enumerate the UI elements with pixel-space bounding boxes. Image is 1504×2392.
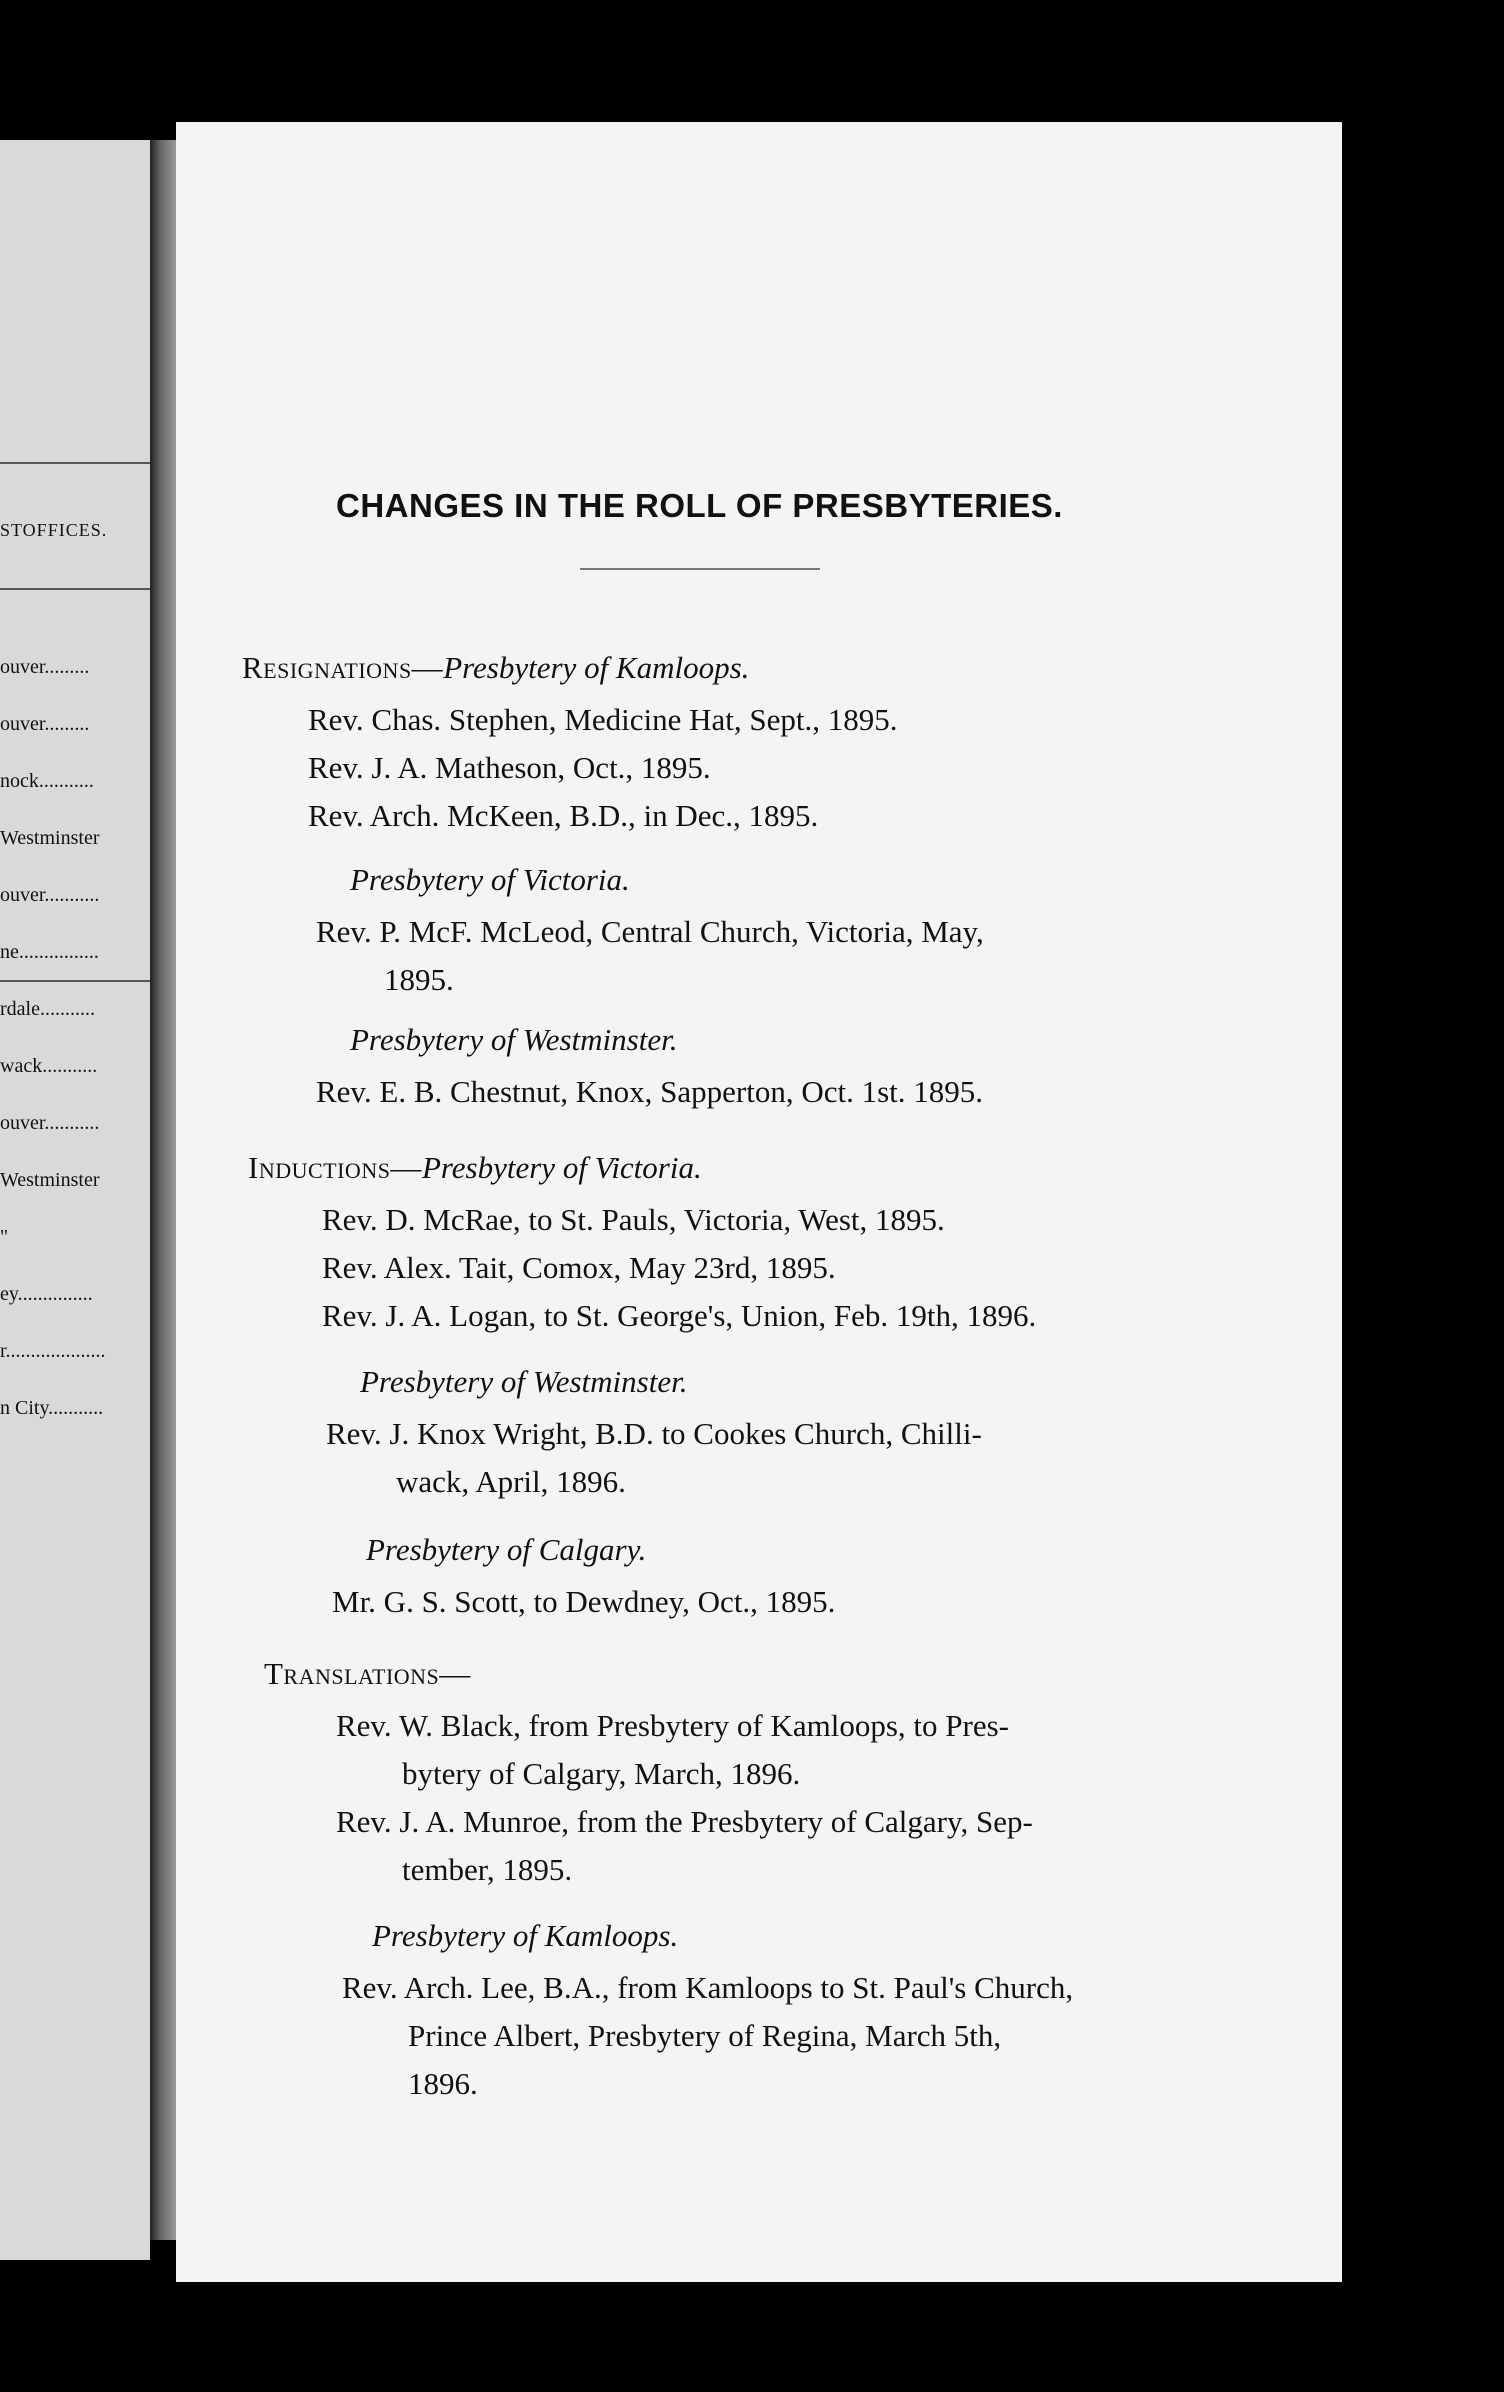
entry-continuation: bytery of Calgary, March, 1896.	[402, 1756, 801, 1791]
list-item: n City...........	[0, 1397, 104, 1419]
section-label: Inductions—	[248, 1150, 422, 1185]
presbytery-name: Presbytery of Victoria.	[421, 1150, 702, 1185]
divider	[0, 980, 150, 982]
entry: Rev. Chas. Stephen, Medicine Hat, Sept., 1895.	[308, 702, 898, 737]
presbytery-name: Presbytery of Westminster.	[350, 1022, 678, 1057]
entry: Rev. D. McRae, to St. Pauls, Victoria, West, 1895.	[322, 1202, 945, 1237]
section-label: Resignations—	[242, 650, 444, 685]
presbytery-name: Presbytery of Westminster.	[360, 1364, 688, 1399]
list-item: "	[0, 1226, 9, 1248]
left-page-list	[0, 620, 106, 1456]
presbytery-name: Presbytery of Calgary.	[366, 1532, 647, 1567]
translations-heading: Translations—	[264, 1656, 471, 1691]
entry: Rev. J. Knox Wright, B.D. to Cookes Church, Chilli-	[326, 1416, 982, 1451]
book-gutter	[150, 140, 176, 2240]
entry: Rev. W. Black, from Presbytery of Kamloops, to Pres-	[336, 1708, 1010, 1743]
entry: Rev. J. A. Logan, to St. George's, Union, Feb. 19th, 1896.	[322, 1298, 1037, 1333]
list-item: nock...........	[0, 770, 94, 792]
entry: Rev. J. A. Matheson, Oct., 1895.	[308, 750, 711, 785]
title-rule	[580, 568, 820, 570]
list-item: ouver.........	[0, 713, 90, 735]
entry-continuation: 1895.	[384, 962, 454, 997]
presbytery-name: Presbytery of Kamloops.	[443, 650, 750, 685]
list-item: Westminster	[0, 1169, 100, 1191]
presbytery-name: Presbytery of Victoria.	[350, 862, 630, 897]
entry-continuation: 1896.	[408, 2066, 478, 2101]
list-item: r....................	[0, 1340, 106, 1362]
entry: Rev. E. B. Chestnut, Knox, Sapperton, Oct. 1st. 1895.	[316, 1074, 984, 1109]
previous-page-edge	[0, 140, 150, 2260]
list-item: ouver...........	[0, 1112, 100, 1134]
document-page	[176, 122, 1342, 2282]
entry-continuation: wack, April, 1896.	[396, 1464, 626, 1499]
entry: Rev. Arch. McKeen, B.D., in Dec., 1895.	[308, 798, 819, 833]
divider	[0, 588, 150, 590]
left-page-header: STOFFICES.	[0, 520, 108, 540]
list-item: ey...............	[0, 1283, 93, 1305]
inductions-heading	[248, 1150, 702, 1186]
list-item: wack...........	[0, 1055, 98, 1077]
entry-continuation: tember, 1895.	[402, 1852, 573, 1887]
list-item: ouver.........	[0, 656, 90, 678]
presbytery-name: Presbytery of Kamloops.	[372, 1918, 679, 1953]
list-item: Westminster	[0, 827, 100, 849]
entry: Mr. G. S. Scott, to Dewdney, Oct., 1895.	[332, 1584, 836, 1619]
entry: Rev. Arch. Lee, B.A., from Kamloops to St. Paul's Church,	[342, 1970, 1074, 2005]
entry: Rev. P. McF. McLeod, Central Church, Victoria, May,	[316, 914, 984, 949]
list-item: ne................	[0, 941, 99, 963]
resignations-heading	[242, 650, 749, 686]
list-item: ouver...........	[0, 884, 100, 906]
list-item: rdale...........	[0, 998, 95, 1020]
entry: Rev. J. A. Munroe, from the Presbytery of Calgary, Sep-	[336, 1804, 1033, 1839]
entry-continuation: Prince Albert, Presbytery of Regina, March 5th,	[408, 2018, 1002, 2053]
page-title: CHANGES IN THE ROLL OF PRESBYTERIES.	[336, 487, 1063, 524]
entry: Rev. Alex. Tait, Comox, May 23rd, 1895.	[322, 1250, 836, 1285]
divider	[0, 462, 150, 464]
